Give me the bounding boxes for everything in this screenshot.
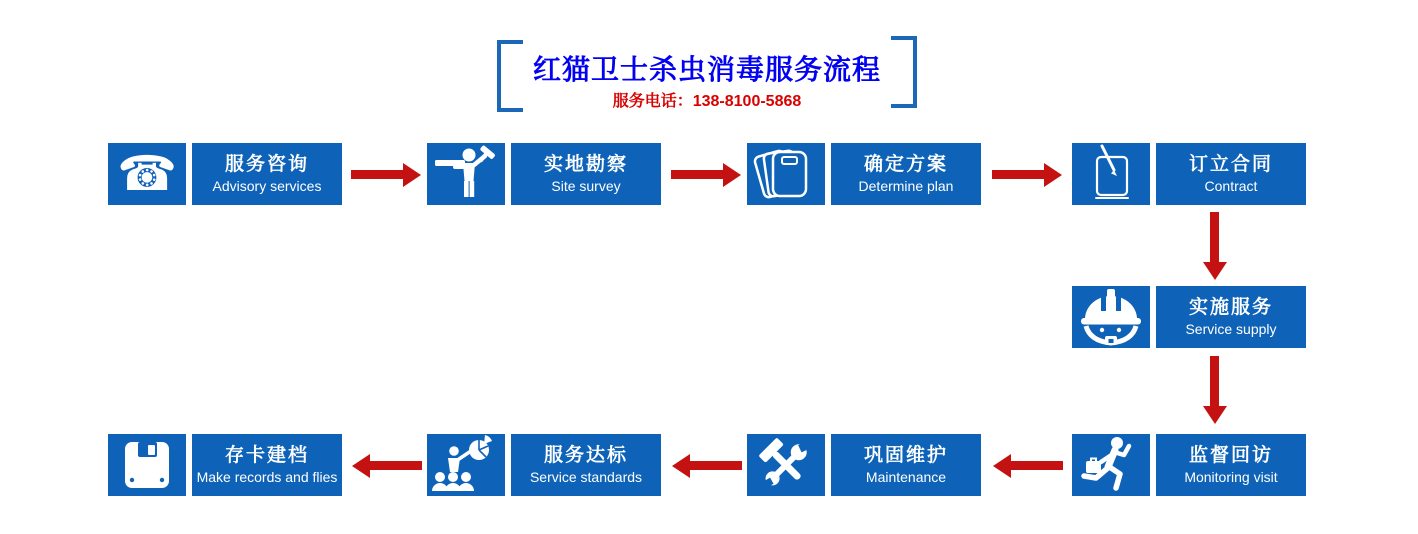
pen-paper-icon	[1072, 143, 1150, 205]
arrow-down-icon	[1210, 356, 1219, 406]
step-label-zh: 服务咨询	[224, 153, 309, 175]
crossed-tools-icon	[747, 434, 825, 496]
running-person-icon	[1072, 434, 1150, 496]
arrow-right-icon	[671, 170, 723, 179]
step-site-survey	[427, 143, 661, 205]
step-label-zh: 服务达标	[543, 444, 628, 466]
arrow-down-icon	[1210, 212, 1219, 262]
step-contract	[1072, 143, 1306, 205]
safety-helmet-icon	[1072, 286, 1150, 348]
step-label-zh: 巩固维护	[863, 444, 948, 466]
telephone-glyph: ☎	[117, 146, 177, 202]
step-label	[831, 434, 981, 496]
step-service-standards	[427, 434, 661, 496]
step-label	[192, 434, 342, 496]
arrow-left-icon	[370, 461, 422, 470]
step-advisory-services	[108, 143, 342, 205]
step-label-zh: 实施服务	[1188, 296, 1273, 318]
arrow-left-icon	[690, 461, 742, 470]
step-label-zh: 实地勘察	[543, 153, 628, 175]
step-maintenance	[747, 434, 981, 496]
step-label-en: Site survey	[551, 178, 621, 195]
step-label-en: Maintenance	[865, 469, 947, 486]
step-label	[1156, 143, 1306, 205]
step-label	[511, 434, 661, 496]
step-label-zh: 确定方案	[863, 153, 948, 175]
right-bracket-decoration	[891, 36, 917, 108]
worker-hammer-icon	[427, 143, 505, 205]
step-label	[192, 143, 342, 205]
arrow-left-icon	[1011, 461, 1063, 470]
step-label	[511, 143, 661, 205]
floppy-disk-icon	[108, 434, 186, 496]
step-label-en: Contract	[1204, 178, 1258, 195]
notebooks-icon	[747, 143, 825, 205]
step-label	[831, 143, 981, 205]
presentation-icon	[427, 434, 505, 496]
step-monitoring-visit	[1072, 434, 1306, 496]
step-make-records	[108, 434, 342, 496]
arrow-right-icon	[351, 170, 403, 179]
step-label-zh: 存卡建档	[224, 444, 309, 466]
step-label-en: Make records and flies	[196, 469, 338, 486]
step-label-zh: 订立合同	[1188, 153, 1273, 175]
step-label	[1156, 434, 1306, 496]
arrow-right-icon	[992, 170, 1044, 179]
step-label-en: Service supply	[1185, 321, 1277, 338]
step-determine-plan	[747, 143, 981, 205]
step-service-supply	[1072, 286, 1306, 348]
step-label	[1156, 286, 1306, 348]
title-block	[497, 36, 917, 110]
step-label-en: Monitoring visit	[1184, 469, 1278, 486]
telephone-icon	[108, 143, 186, 205]
left-bracket-decoration	[497, 40, 523, 112]
step-label-en: Determine plan	[858, 178, 954, 195]
service-phone-number: 服务电话：138-8100-5868	[612, 93, 802, 110]
page-title: 红猫卫士杀虫消毒服务流程	[532, 54, 881, 85]
step-label-en: Service standards	[529, 469, 643, 486]
step-label-zh: 监督回访	[1188, 444, 1273, 466]
step-label-en: Advisory services	[212, 178, 322, 195]
